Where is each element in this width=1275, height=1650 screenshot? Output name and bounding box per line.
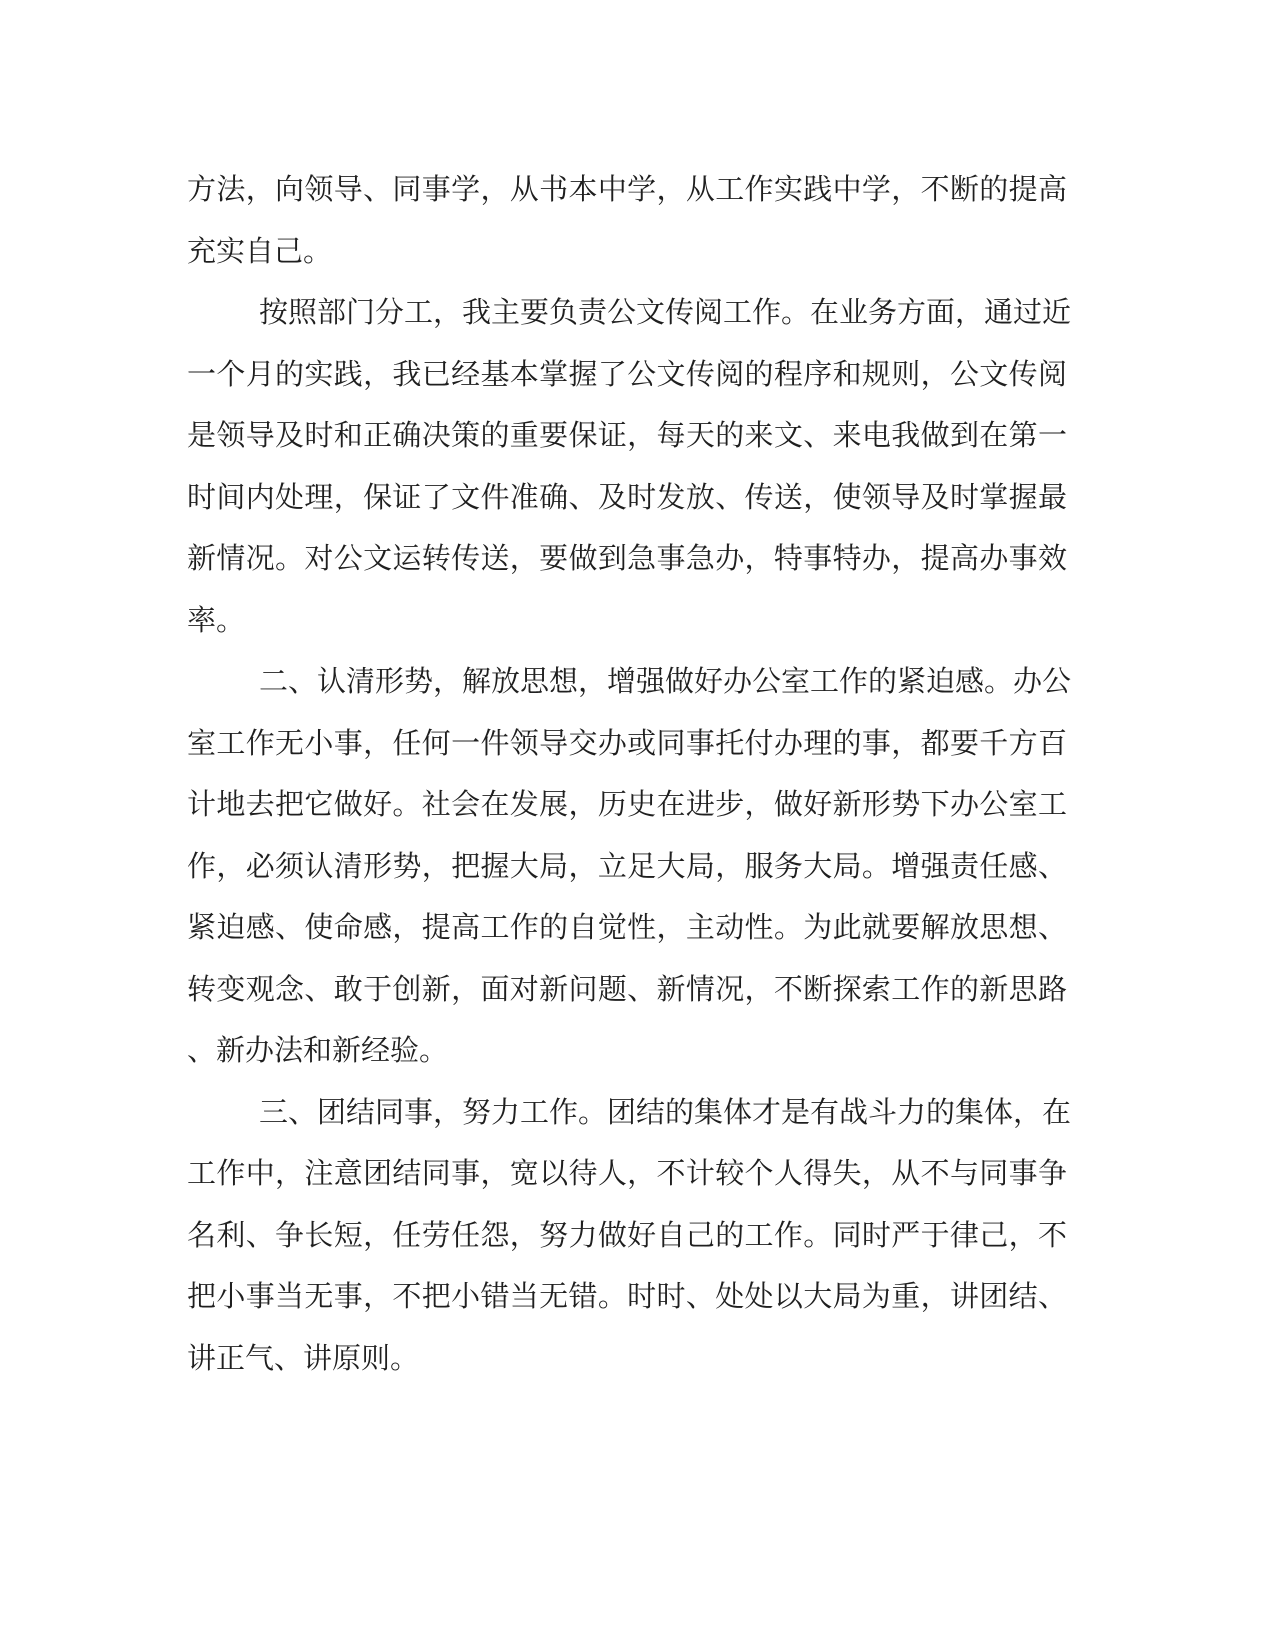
paragraph-first-line: 三、团结同事，努力工作。团结的集体才是有战斗力的集体，在 <box>259 1094 1072 1129</box>
text-line: 率。 <box>187 602 246 637</box>
paragraph-first-line: 二、认清形势，解放思想，增强做好办公室工作的紧迫感。办公 <box>259 664 1072 698</box>
text-line: 时间内处理，保证了文件准确、及时发放、传送，使领导及时掌握最 <box>187 479 1067 514</box>
text-line: 计地去把它做好。社会在发展，历史在进步，做好新形势下办公室工 <box>187 787 1067 821</box>
document-body <box>187 159 1072 1389</box>
paragraph-first-line: 按照部门分工，我主要负责公文传阅工作。在业务方面，通过近 <box>259 295 1072 329</box>
text-line: 方法，向领导、同事学，从书本中学，从工作实践中学，不断的提高 <box>187 172 1067 206</box>
text-line: 室工作无小事，任何一件领导交办或同事托付办理的事，都要千方百 <box>187 725 1067 760</box>
text-line: 作，必须认清形势，把握大局，立足大局，服务大局。增强责任感、 <box>187 848 1067 883</box>
text-line: 转变观念、敢于创新，面对新问题、新情况，不断探索工作的新思路 <box>187 971 1067 1006</box>
text-line: 是领导及时和正确决策的重要保证，每天的来文、来电我做到在第一 <box>187 418 1067 452</box>
text-line: 讲正气、讲原则。 <box>187 1340 420 1375</box>
text-line: 、新办法和新经验。 <box>187 1033 449 1067</box>
text-line: 名利、争长短，任劳任怨，努力做好自己的工作。同时严于律己，不 <box>187 1217 1067 1252</box>
text-line: 充实自己。 <box>187 233 333 268</box>
text-line: 一个月的实践，我已经基本掌握了公文传阅的程序和规则，公文传阅 <box>187 356 1067 391</box>
text-line: 工作中，注意团结同事，宽以待人，不计较个人得失，从不与同事争 <box>187 1156 1067 1190</box>
text-line: 把小事当无事，不把小错当无错。时时、处处以大局为重，讲团结、 <box>187 1279 1067 1313</box>
text-line: 新情况。对公文运转传送，要做到急事急办，特事特办，提高办事效 <box>187 541 1067 575</box>
text-line: 紧迫感、使命感，提高工作的自觉性，主动性。为此就要解放思想、 <box>187 910 1067 944</box>
